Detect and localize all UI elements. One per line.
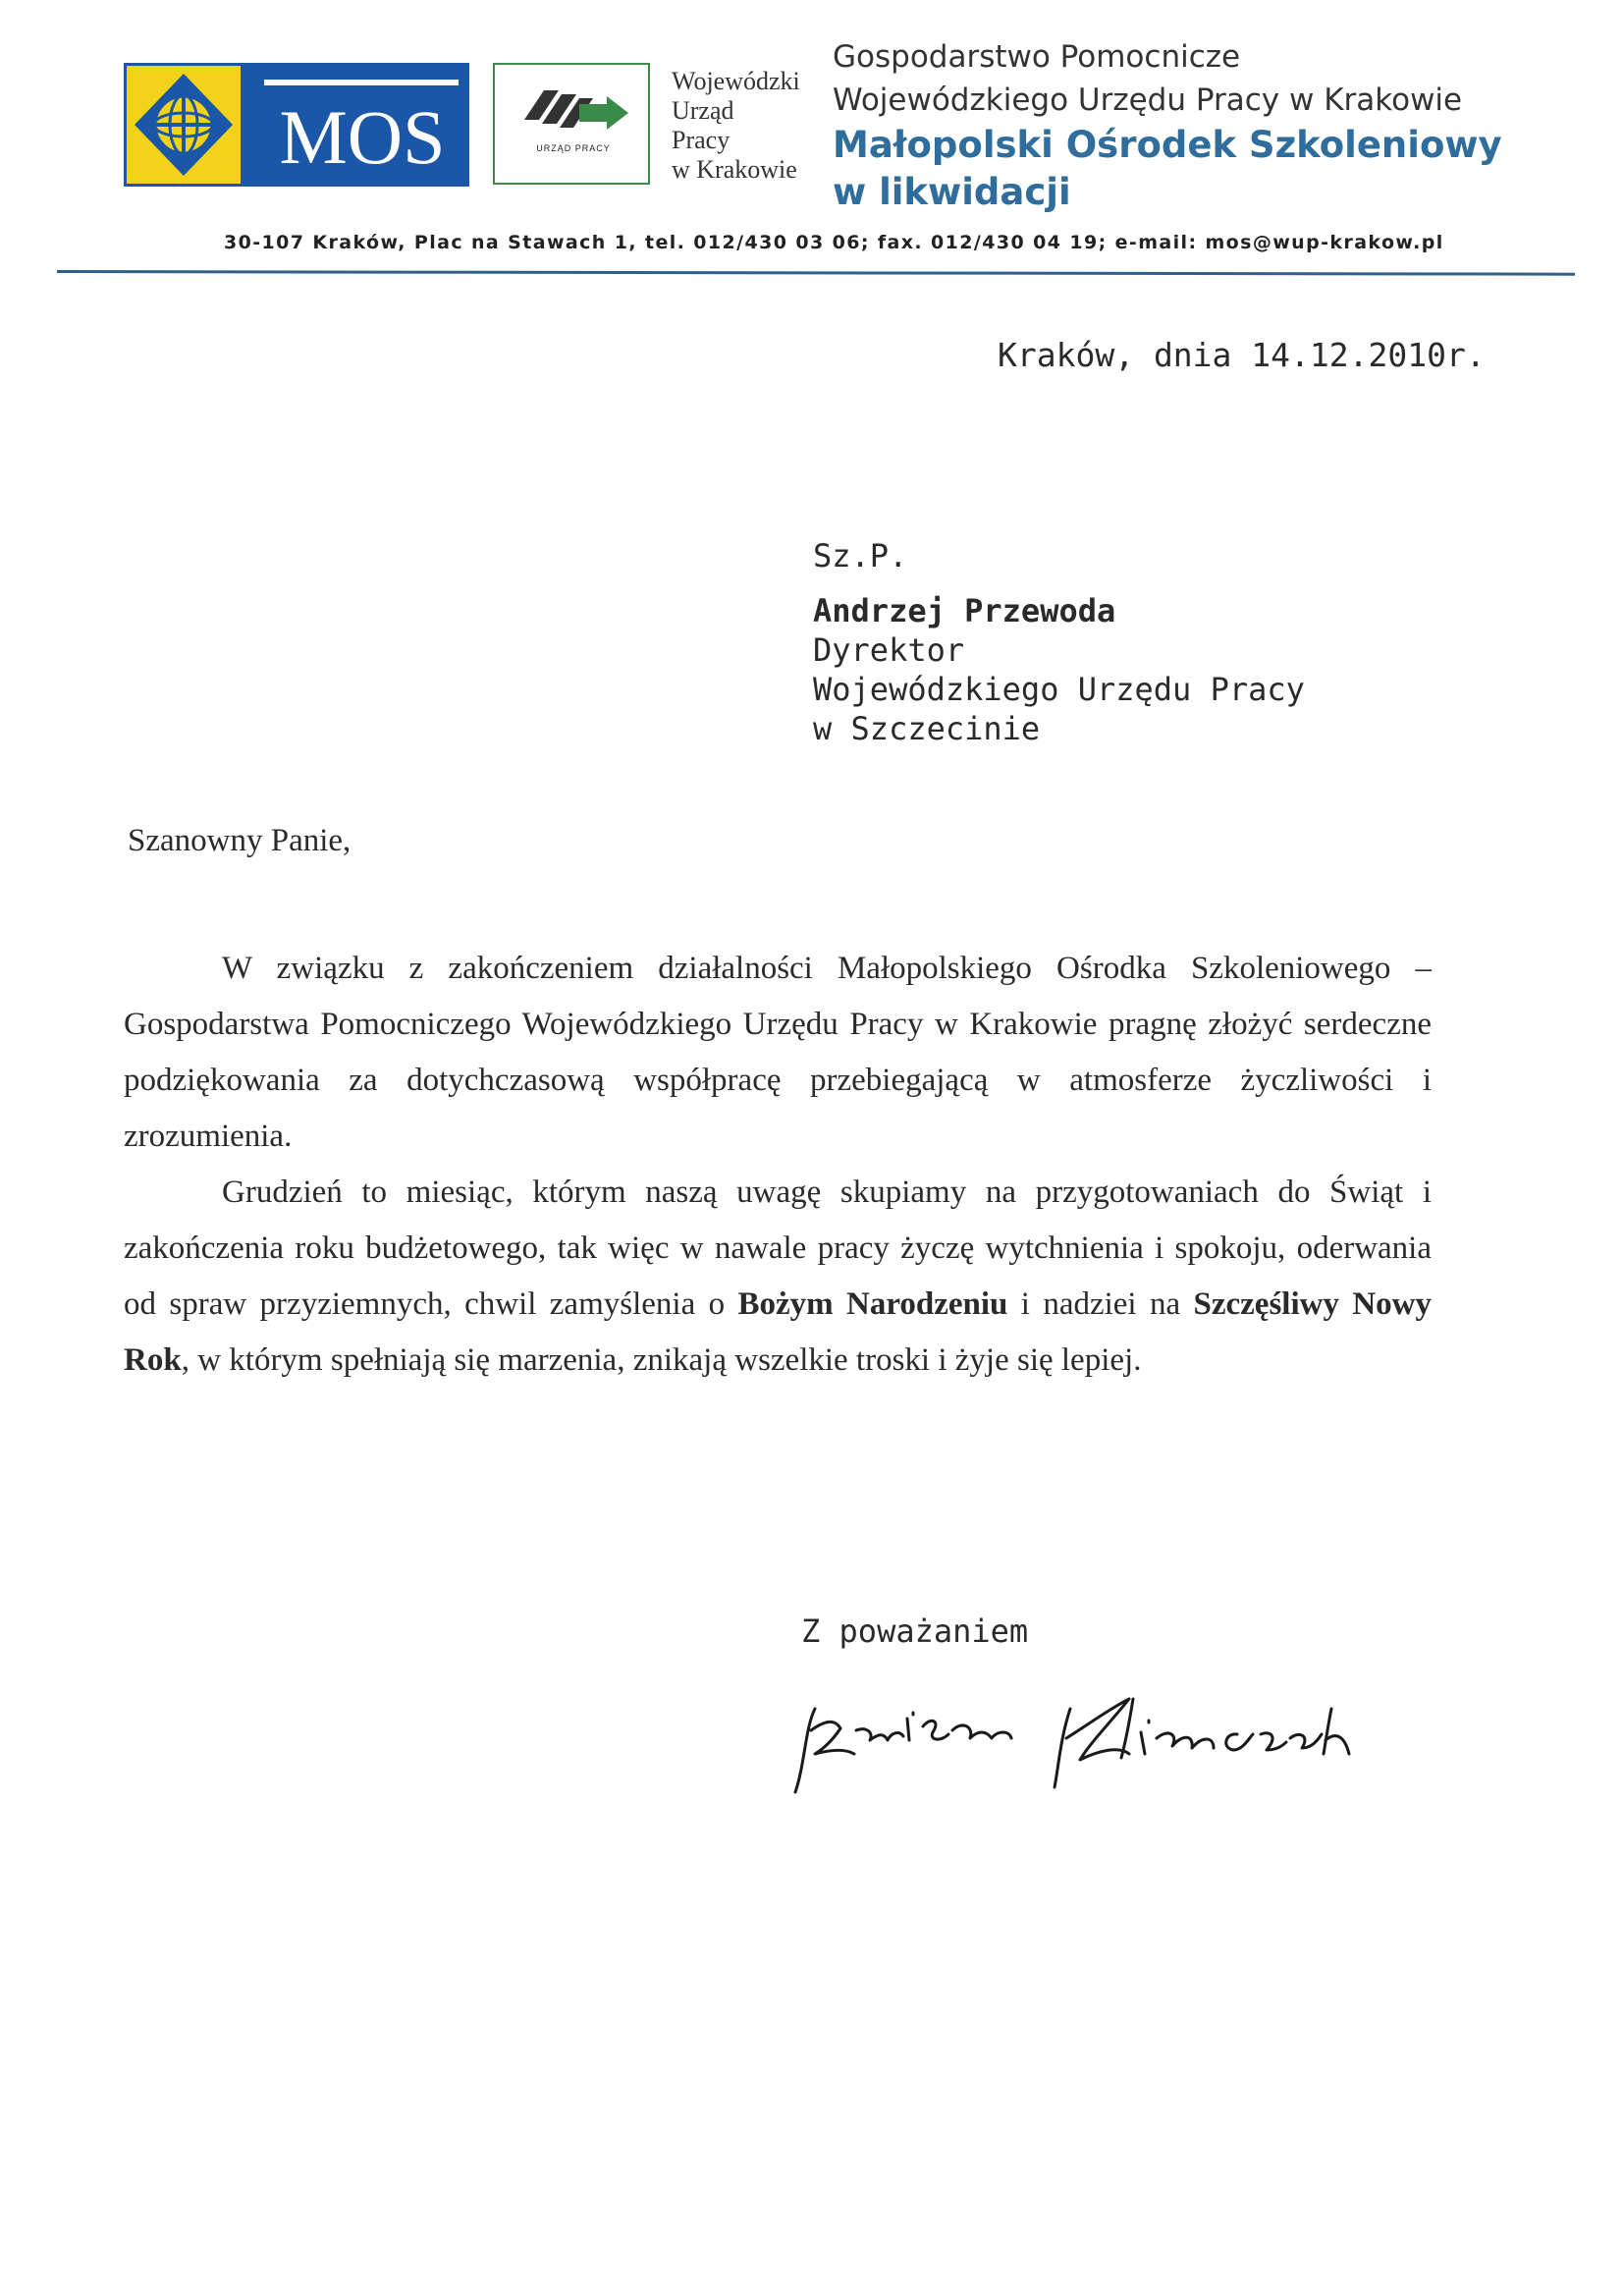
wup-name-line: Pracy — [672, 126, 730, 154]
body-bold-run: Szczęśliwy Nowy Rok — [124, 1286, 1432, 1378]
mos-emblem-icon — [127, 66, 241, 184]
wup-logo-caption: URZĄD PRACY — [536, 143, 611, 153]
recipient-city: w Szczecinie — [813, 710, 1041, 747]
wup-name-line: Urząd — [672, 96, 734, 125]
recipient-name: Andrzej Przewoda — [813, 592, 1116, 629]
mos-logo — [124, 63, 469, 187]
wup-name — [672, 67, 819, 185]
org-name-line: w likwidacji — [833, 171, 1071, 213]
closing-phrase: Z poważaniem — [801, 1613, 1029, 1650]
org-name-line: Wojewódzkiego Urzędu Pracy w Krakowie — [833, 82, 1463, 118]
letter-date: Kraków, dnia 14.12.2010r. — [998, 336, 1486, 374]
salutation: Szanowny Panie, — [128, 823, 352, 858]
org-name-line: Gospodarstwo Pomocnicze — [833, 39, 1241, 75]
letter-body — [124, 941, 1432, 1389]
header-divider — [57, 270, 1575, 276]
mos-logo-text: MOS — [279, 94, 446, 180]
body-text-run: Grudzień to miesiąc, którym naszą uwagę skupiamy na przygotowaniach do Świąt i zakończenia roku budżetowego, tak więc w nawale pracy życzę wytchnienia i spokoju, oderwania od spraw przyziemnych, chwil zamyślenia o — [124, 1175, 1432, 1322]
organization-header — [833, 35, 1540, 216]
recipient-title: Dyrektor — [813, 631, 965, 669]
wup-arrow-icon — [514, 81, 632, 139]
body-bold-run: Bożym Narodzeniu — [737, 1286, 1008, 1322]
wup-name-line: w Krakowie — [672, 155, 797, 184]
recipient-institution: Wojewódzkiego Urzędu Pracy — [813, 671, 1305, 708]
wup-logo — [493, 63, 650, 185]
wup-name-line: Wojewódzki — [672, 67, 800, 95]
recipient-block — [813, 536, 1500, 748]
body-paragraph — [124, 1165, 1432, 1389]
mos-logo-bar — [264, 80, 459, 85]
body-paragraph: W związku z zakończeniem działalności Małopolskiego Ośrodka Szkoleniowego – Gospodarstwa Pomocniczego Wojewódzkiego Urzędu Pracy w Krakowie pragnę złożyć serdeczne podziękowania za dotychczasową współpracę przebiegającą w atmosferze życzliwości i zrozumienia. — [124, 951, 1432, 1154]
body-text-run: i nadziei na — [1007, 1286, 1194, 1322]
recipient-prefix: Sz.P. — [813, 537, 908, 574]
org-name-line: Małopolski Ośrodek Szkoleniowy — [833, 124, 1502, 166]
body-text-run: , w którym spełniają się marzenia, znikają wszelkie troski i żyje się lepiej. — [181, 1342, 1142, 1378]
address-line: 30-107 Kraków, Plac na Stawach 1, tel. 012/430 03 06; fax. 012/430 04 19; e-mail: mos@wup-krakow.pl — [224, 232, 1444, 253]
handwritten-signature — [776, 1669, 1365, 1807]
